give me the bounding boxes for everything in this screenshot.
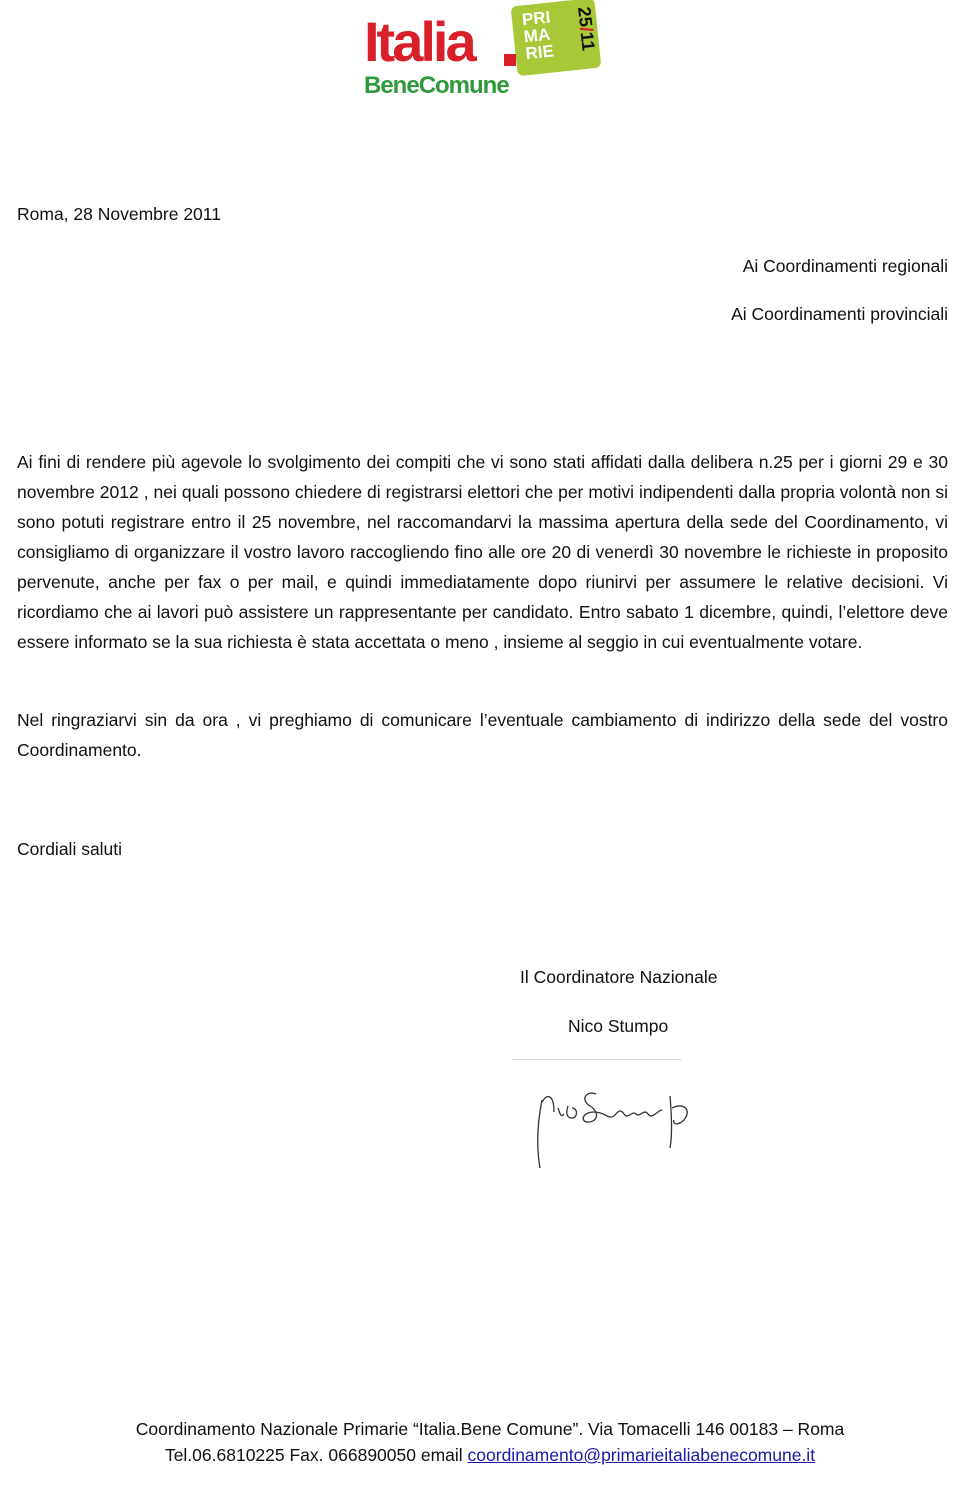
closing-salutation: Cordiali saluti xyxy=(17,839,123,859)
handwritten-signature xyxy=(528,1080,728,1180)
primarie-badge xyxy=(511,0,602,76)
footer-contacts xyxy=(0,1442,980,1468)
logo-wordmark: Italia xyxy=(364,10,474,73)
body-paragraph-2: Nel ringraziarvi sin da ora , vi preghiamo di comunicare l’eventuale cambiamento di indirizzo della sede del vostro Coordinamento. xyxy=(17,710,948,760)
signatory-name: Nico Stumpo xyxy=(568,1016,669,1036)
logo-dot xyxy=(504,54,516,66)
footer-phone-fax: Tel.06.6810225 Fax. 066890050 email xyxy=(164,1445,468,1465)
signature-divider xyxy=(512,1059,682,1060)
recipient-provincial: Ai Coordinamenti provinciali xyxy=(731,304,948,324)
letter-date: Roma, 28 Novembre 2011 xyxy=(17,204,221,224)
logo-subtitle: BeneComune xyxy=(364,72,509,99)
body-paragraph-1: Ai fini di rendere più agevole lo svolgimento dei compiti che vi sono stati affidati dalla delibera n.25 per i giorni 29 e 30 novembre 2012 , nei quali possono chiedere di registrarsi elettori che per motivi indipendenti dalla propria volontà non si sono potuti registrare entro il 25 novembre, nel raccomandarvi la massima apertura della sede del Coordinamento, vi consigliamo di organizzare il vostro lavoro raccogliendo fino alle ore 20 di venerdì 30 novembre le richieste in proposito pervenute, anche per fax o per mail, e quindi immediatamente dopo riunirvi per assumere le relative decisioni. Vi ricordiamo che ai lavori può assistere un rappresentante per candidato. Entro sabato 1 dicembre, quindi, l’elettore deve essere informato se la sua richiesta è stata accettata o meno , insieme al seggio in cui eventualmente votare. xyxy=(17,452,948,652)
footer-address: Coordinamento Nazionale Primarie “Italia.Bene Comune”. Via Tomacelli 146 00183 – Roma xyxy=(135,1419,845,1439)
recipient-regional: Ai Coordinamenti regionali xyxy=(742,256,948,276)
italia-bene-comune-logo xyxy=(362,0,602,102)
footer-email-link[interactable]: coordinamento@primarieitaliabenecomune.it xyxy=(467,1445,816,1465)
signature-icon xyxy=(528,1080,728,1175)
badge-text: PRI MA RIE xyxy=(521,7,555,64)
badge-date: 25/11 xyxy=(574,5,599,52)
signatory-title: Il Coordinatore Nazionale xyxy=(520,967,718,987)
